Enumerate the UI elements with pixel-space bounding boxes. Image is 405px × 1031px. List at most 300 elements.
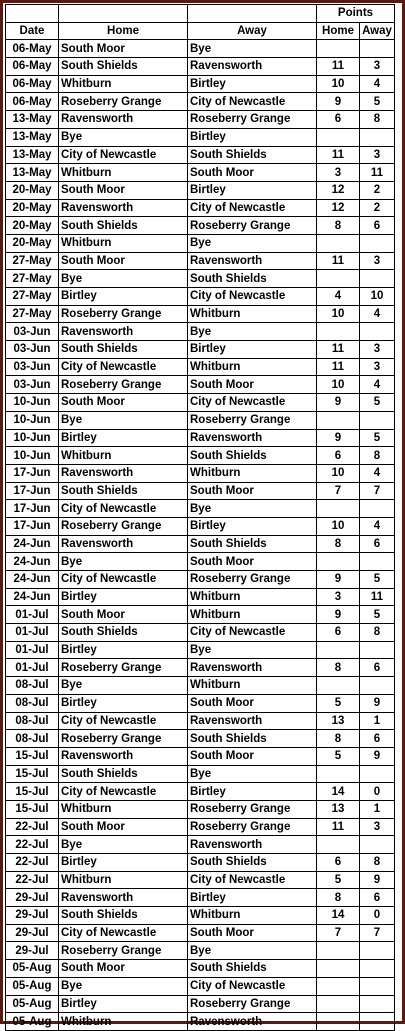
table-row: [6, 305, 395, 323]
cell-points-home: 7: [317, 482, 360, 500]
cell-away-team: City of Newcastle: [188, 288, 317, 306]
cell-date: 20-May: [6, 199, 59, 217]
cell-points-home: [317, 234, 360, 252]
cell-date: 22-Jul: [6, 818, 59, 836]
cell-points-home: 9: [317, 606, 360, 624]
cell-away-team: South Moor: [188, 164, 317, 182]
cell-points-away: 2: [360, 181, 395, 199]
cell-points-home: 11: [317, 358, 360, 376]
cell-date: 29-Jul: [6, 942, 59, 960]
cell-date: 24-Jun: [6, 588, 59, 606]
cell-points-away: 3: [360, 358, 395, 376]
cell-home-team: Bye: [59, 128, 188, 146]
table-row: [6, 323, 395, 341]
table-row: [6, 394, 395, 412]
cell-date: 15-Jul: [6, 783, 59, 801]
cell-points-away: 3: [360, 146, 395, 164]
table-row: [6, 800, 395, 818]
cell-date: 08-Jul: [6, 694, 59, 712]
table-row: [6, 553, 395, 571]
cell-points-away: 9: [360, 871, 395, 889]
cell-points-home: 12: [317, 181, 360, 199]
cell-points-away: 8: [360, 624, 395, 642]
header-row: [6, 22, 395, 40]
cell-points-away: 9: [360, 694, 395, 712]
cell-points-away: 5: [360, 93, 395, 111]
cell-away-team: South Shields: [188, 447, 317, 465]
cell-points-away: 7: [360, 924, 395, 942]
cell-points-home: 9: [317, 571, 360, 589]
cell-points-home: [317, 128, 360, 146]
cell-away-team: Roseberry Grange: [188, 411, 317, 429]
table-row: [6, 712, 395, 730]
header-date: Date: [6, 22, 59, 40]
cell-points-home: 10: [317, 75, 360, 93]
cell-home-team: City of Newcastle: [59, 783, 188, 801]
cell-points-home: 6: [317, 447, 360, 465]
cell-points-away: 6: [360, 659, 395, 677]
cell-home-team: Whitburn: [59, 75, 188, 93]
cell-points-away: 5: [360, 606, 395, 624]
table-row: [6, 571, 395, 589]
cell-points-home: 8: [317, 535, 360, 553]
table-row: [6, 358, 395, 376]
cell-points-home: 3: [317, 588, 360, 606]
cell-away-team: City of Newcastle: [188, 93, 317, 111]
cell-points-home: [317, 323, 360, 341]
cell-away-team: South Moor: [188, 747, 317, 765]
cell-points-away: 4: [360, 517, 395, 535]
cell-away-team: Birtley: [188, 889, 317, 907]
cell-home-team: Ravensworth: [59, 747, 188, 765]
cell-home-team: Ravensworth: [59, 323, 188, 341]
cell-points-home: 6: [317, 624, 360, 642]
cell-points-home: 8: [317, 730, 360, 748]
cell-points-away: 3: [360, 58, 395, 76]
cell-date: 08-Jul: [6, 712, 59, 730]
table-row: [6, 854, 395, 872]
table-row: [6, 818, 395, 836]
table-row: [6, 40, 395, 58]
cell-home-team: Birtley: [59, 588, 188, 606]
cell-points-away: 4: [360, 376, 395, 394]
header-away: Away: [188, 22, 317, 40]
table-row: [6, 429, 395, 447]
table-row: [6, 694, 395, 712]
cell-home-team: City of Newcastle: [59, 924, 188, 942]
cell-points-home: 6: [317, 111, 360, 129]
cell-points-away: [360, 40, 395, 58]
cell-away-team: City of Newcastle: [188, 624, 317, 642]
cell-home-team: South Shields: [59, 907, 188, 925]
header-points-away: Away: [360, 22, 395, 40]
cell-home-team: Whitburn: [59, 164, 188, 182]
table-row: [6, 288, 395, 306]
table-row: [6, 747, 395, 765]
cell-date: 03-Jun: [6, 341, 59, 359]
cell-home-team: South Moor: [59, 252, 188, 270]
cell-home-team: City of Newcastle: [59, 571, 188, 589]
cell-home-team: Roseberry Grange: [59, 376, 188, 394]
table-row: [6, 217, 395, 235]
cell-home-team: City of Newcastle: [59, 712, 188, 730]
header-points: Points: [317, 5, 395, 23]
cell-away-team: Bye: [188, 500, 317, 518]
table-row: [6, 464, 395, 482]
cell-points-away: 3: [360, 252, 395, 270]
table-row: [6, 871, 395, 889]
cell-away-team: Roseberry Grange: [188, 995, 317, 1013]
cell-away-team: Whitburn: [188, 907, 317, 925]
cell-points-away: [360, 270, 395, 288]
cell-away-team: Birtley: [188, 517, 317, 535]
cell-points-home: [317, 765, 360, 783]
cell-points-away: [360, 553, 395, 571]
header-home: Home: [59, 22, 188, 40]
cell-home-team: Birtley: [59, 288, 188, 306]
cell-date: 01-Jul: [6, 624, 59, 642]
cell-points-away: 3: [360, 818, 395, 836]
cell-home-team: Roseberry Grange: [59, 659, 188, 677]
cell-points-home: 8: [317, 659, 360, 677]
cell-points-away: [360, 836, 395, 854]
cell-home-team: Birtley: [59, 429, 188, 447]
cell-date: 24-Jun: [6, 553, 59, 571]
cell-home-team: Roseberry Grange: [59, 942, 188, 960]
cell-home-team: Roseberry Grange: [59, 730, 188, 748]
cell-home-team: South Shields: [59, 341, 188, 359]
cell-home-team: Whitburn: [59, 234, 188, 252]
cell-date: 24-Jun: [6, 571, 59, 589]
cell-date: 15-Jul: [6, 800, 59, 818]
table-row: [6, 482, 395, 500]
cell-date: 01-Jul: [6, 641, 59, 659]
cell-home-team: Ravensworth: [59, 535, 188, 553]
table-row: [6, 677, 395, 695]
table-row: [6, 128, 395, 146]
cell-away-team: Roseberry Grange: [188, 571, 317, 589]
cell-points-home: 10: [317, 305, 360, 323]
cell-points-away: 11: [360, 164, 395, 182]
cell-away-team: Whitburn: [188, 464, 317, 482]
cell-away-team: Roseberry Grange: [188, 800, 317, 818]
cell-home-team: Bye: [59, 977, 188, 995]
cell-home-team: Bye: [59, 836, 188, 854]
cell-away-team: Birtley: [188, 128, 317, 146]
table-row: [6, 977, 395, 995]
cell-points-home: 6: [317, 854, 360, 872]
cell-points-home: 13: [317, 712, 360, 730]
cell-away-team: Ravensworth: [188, 659, 317, 677]
table-row: [6, 146, 395, 164]
cell-date: 20-May: [6, 217, 59, 235]
cell-points-home: 8: [317, 217, 360, 235]
cell-points-away: 10: [360, 288, 395, 306]
cell-points-away: 1: [360, 712, 395, 730]
cell-away-team: Bye: [188, 942, 317, 960]
cell-home-team: Birtley: [59, 694, 188, 712]
cell-date: 17-Jun: [6, 482, 59, 500]
cell-home-team: South Moor: [59, 40, 188, 58]
cell-home-team: South Moor: [59, 960, 188, 978]
cell-points-home: 9: [317, 394, 360, 412]
cell-points-away: 8: [360, 111, 395, 129]
cell-date: 01-Jul: [6, 659, 59, 677]
cell-away-team: South Moor: [188, 924, 317, 942]
cell-points-away: [360, 1013, 395, 1031]
cell-away-team: Ravensworth: [188, 58, 317, 76]
cell-date: 29-Jul: [6, 889, 59, 907]
cell-away-team: South Shields: [188, 535, 317, 553]
cell-away-team: Roseberry Grange: [188, 217, 317, 235]
cell-points-home: [317, 960, 360, 978]
cell-away-team: Whitburn: [188, 606, 317, 624]
cell-points-away: 1: [360, 800, 395, 818]
cell-points-away: [360, 411, 395, 429]
cell-points-away: 5: [360, 394, 395, 412]
table-row: [6, 164, 395, 182]
cell-points-home: 10: [317, 376, 360, 394]
fixtures-body: [6, 40, 395, 1031]
cell-points-home: 11: [317, 818, 360, 836]
cell-away-team: City of Newcastle: [188, 871, 317, 889]
table-row: [6, 252, 395, 270]
cell-home-team: South Shields: [59, 765, 188, 783]
cell-home-team: South Moor: [59, 606, 188, 624]
table-row: [6, 765, 395, 783]
cell-points-home: [317, 836, 360, 854]
cell-home-team: South Moor: [59, 181, 188, 199]
table-row: [6, 517, 395, 535]
table-row: [6, 641, 395, 659]
cell-points-home: 10: [317, 517, 360, 535]
cell-away-team: Ravensworth: [188, 1013, 317, 1031]
cell-away-team: South Moor: [188, 482, 317, 500]
table-row: [6, 93, 395, 111]
cell-date: 17-Jun: [6, 517, 59, 535]
cell-home-team: South Shields: [59, 482, 188, 500]
header-blank-away: [188, 5, 317, 23]
cell-away-team: Birtley: [188, 341, 317, 359]
cell-home-team: South Moor: [59, 818, 188, 836]
cell-date: 17-Jun: [6, 500, 59, 518]
cell-points-home: 13: [317, 800, 360, 818]
cell-points-home: 11: [317, 58, 360, 76]
cell-away-team: South Shields: [188, 730, 317, 748]
cell-points-home: 5: [317, 871, 360, 889]
cell-date: 10-Jun: [6, 411, 59, 429]
cell-home-team: Bye: [59, 411, 188, 429]
table-row: [6, 199, 395, 217]
cell-date: 13-May: [6, 164, 59, 182]
cell-points-away: [360, 995, 395, 1013]
cell-date: 13-May: [6, 128, 59, 146]
header-row-top: [6, 5, 395, 23]
cell-home-team: Whitburn: [59, 800, 188, 818]
cell-date: 29-Jul: [6, 907, 59, 925]
cell-points-home: 11: [317, 341, 360, 359]
table-row: [6, 836, 395, 854]
cell-points-away: 5: [360, 571, 395, 589]
cell-points-away: 4: [360, 464, 395, 482]
cell-home-team: South Shields: [59, 217, 188, 235]
cell-home-team: South Shields: [59, 58, 188, 76]
cell-away-team: Whitburn: [188, 358, 317, 376]
cell-points-away: [360, 765, 395, 783]
cell-date: 10-Jun: [6, 429, 59, 447]
cell-date: 13-May: [6, 146, 59, 164]
cell-away-team: Ravensworth: [188, 712, 317, 730]
cell-date: 27-May: [6, 305, 59, 323]
cell-points-home: 3: [317, 164, 360, 182]
cell-date: 06-May: [6, 58, 59, 76]
header-blank-home: [59, 5, 188, 23]
cell-date: 29-Jul: [6, 924, 59, 942]
cell-points-home: 11: [317, 252, 360, 270]
cell-date: 05-Aug: [6, 977, 59, 995]
cell-away-team: Bye: [188, 641, 317, 659]
cell-away-team: South Moor: [188, 376, 317, 394]
cell-points-away: 5: [360, 429, 395, 447]
cell-points-home: 12: [317, 199, 360, 217]
cell-points-away: 7: [360, 482, 395, 500]
cell-home-team: Bye: [59, 270, 188, 288]
cell-away-team: City of Newcastle: [188, 977, 317, 995]
table-row: [6, 234, 395, 252]
cell-points-away: 8: [360, 854, 395, 872]
cell-away-team: South Moor: [188, 553, 317, 571]
cell-points-home: [317, 1013, 360, 1031]
cell-away-team: Ravensworth: [188, 252, 317, 270]
cell-date: 20-May: [6, 181, 59, 199]
cell-points-away: [360, 942, 395, 960]
cell-points-away: 0: [360, 907, 395, 925]
cell-date: 27-May: [6, 252, 59, 270]
cell-date: 06-May: [6, 75, 59, 93]
table-row: [6, 447, 395, 465]
cell-home-team: Ravensworth: [59, 199, 188, 217]
cell-date: 17-Jun: [6, 464, 59, 482]
cell-points-home: 5: [317, 694, 360, 712]
cell-date: 03-Jun: [6, 323, 59, 341]
cell-home-team: Ravensworth: [59, 889, 188, 907]
cell-date: 06-May: [6, 93, 59, 111]
cell-points-home: [317, 411, 360, 429]
table-row: [6, 606, 395, 624]
cell-date: 13-May: [6, 111, 59, 129]
table-row: [6, 1013, 395, 1031]
table-row: [6, 75, 395, 93]
cell-date: 27-May: [6, 270, 59, 288]
table-row: [6, 995, 395, 1013]
table-row: [6, 783, 395, 801]
cell-home-team: Roseberry Grange: [59, 305, 188, 323]
cell-points-away: 4: [360, 305, 395, 323]
table-row: [6, 58, 395, 76]
cell-points-home: 14: [317, 783, 360, 801]
cell-points-away: 4: [360, 75, 395, 93]
cell-home-team: Birtley: [59, 641, 188, 659]
cell-away-team: South Shields: [188, 960, 317, 978]
cell-points-home: 9: [317, 93, 360, 111]
cell-points-away: [360, 323, 395, 341]
cell-date: 05-Aug: [6, 960, 59, 978]
cell-away-team: South Shields: [188, 270, 317, 288]
cell-home-team: Ravensworth: [59, 111, 188, 129]
cell-home-team: Whitburn: [59, 1013, 188, 1031]
cell-points-home: [317, 677, 360, 695]
cell-points-away: [360, 977, 395, 995]
cell-date: 27-May: [6, 288, 59, 306]
cell-points-home: [317, 977, 360, 995]
cell-date: 15-Jul: [6, 765, 59, 783]
cell-points-away: [360, 960, 395, 978]
cell-points-home: [317, 270, 360, 288]
table-row: [6, 500, 395, 518]
cell-away-team: Birtley: [188, 75, 317, 93]
cell-points-home: [317, 40, 360, 58]
cell-home-team: Roseberry Grange: [59, 517, 188, 535]
cell-home-team: City of Newcastle: [59, 500, 188, 518]
cell-date: 05-Aug: [6, 1013, 59, 1031]
table-row: [6, 181, 395, 199]
cell-points-home: 8: [317, 889, 360, 907]
cell-away-team: City of Newcastle: [188, 199, 317, 217]
table-row: [6, 111, 395, 129]
cell-points-home: 10: [317, 464, 360, 482]
cell-home-team: South Moor: [59, 394, 188, 412]
fixtures-table: [5, 4, 395, 1031]
cell-home-team: South Shields: [59, 624, 188, 642]
cell-away-team: South Shields: [188, 854, 317, 872]
cell-points-away: 0: [360, 783, 395, 801]
table-row: [6, 376, 395, 394]
cell-date: 22-Jul: [6, 836, 59, 854]
cell-points-away: [360, 677, 395, 695]
cell-points-away: 6: [360, 889, 395, 907]
cell-points-away: 9: [360, 747, 395, 765]
table-row: [6, 624, 395, 642]
cell-away-team: City of Newcastle: [188, 394, 317, 412]
cell-points-away: 6: [360, 535, 395, 553]
cell-points-away: 3: [360, 341, 395, 359]
cell-home-team: Birtley: [59, 995, 188, 1013]
cell-away-team: Whitburn: [188, 305, 317, 323]
cell-date: 06-May: [6, 40, 59, 58]
cell-away-team: Ravensworth: [188, 836, 317, 854]
cell-points-away: [360, 500, 395, 518]
cell-away-team: Roseberry Grange: [188, 111, 317, 129]
cell-home-team: Birtley: [59, 854, 188, 872]
cell-points-away: 6: [360, 217, 395, 235]
cell-date: 03-Jun: [6, 376, 59, 394]
cell-points-away: [360, 128, 395, 146]
header-points-home: Home: [317, 22, 360, 40]
cell-home-team: Whitburn: [59, 871, 188, 889]
cell-date: 20-May: [6, 234, 59, 252]
cell-away-team: Bye: [188, 323, 317, 341]
cell-away-team: South Shields: [188, 146, 317, 164]
table-row: [6, 341, 395, 359]
cell-points-home: 7: [317, 924, 360, 942]
cell-home-team: Whitburn: [59, 447, 188, 465]
table-row: [6, 960, 395, 978]
cell-away-team: Ravensworth: [188, 429, 317, 447]
table-row: [6, 535, 395, 553]
table-row: [6, 270, 395, 288]
cell-points-home: [317, 500, 360, 518]
cell-date: 08-Jul: [6, 730, 59, 748]
